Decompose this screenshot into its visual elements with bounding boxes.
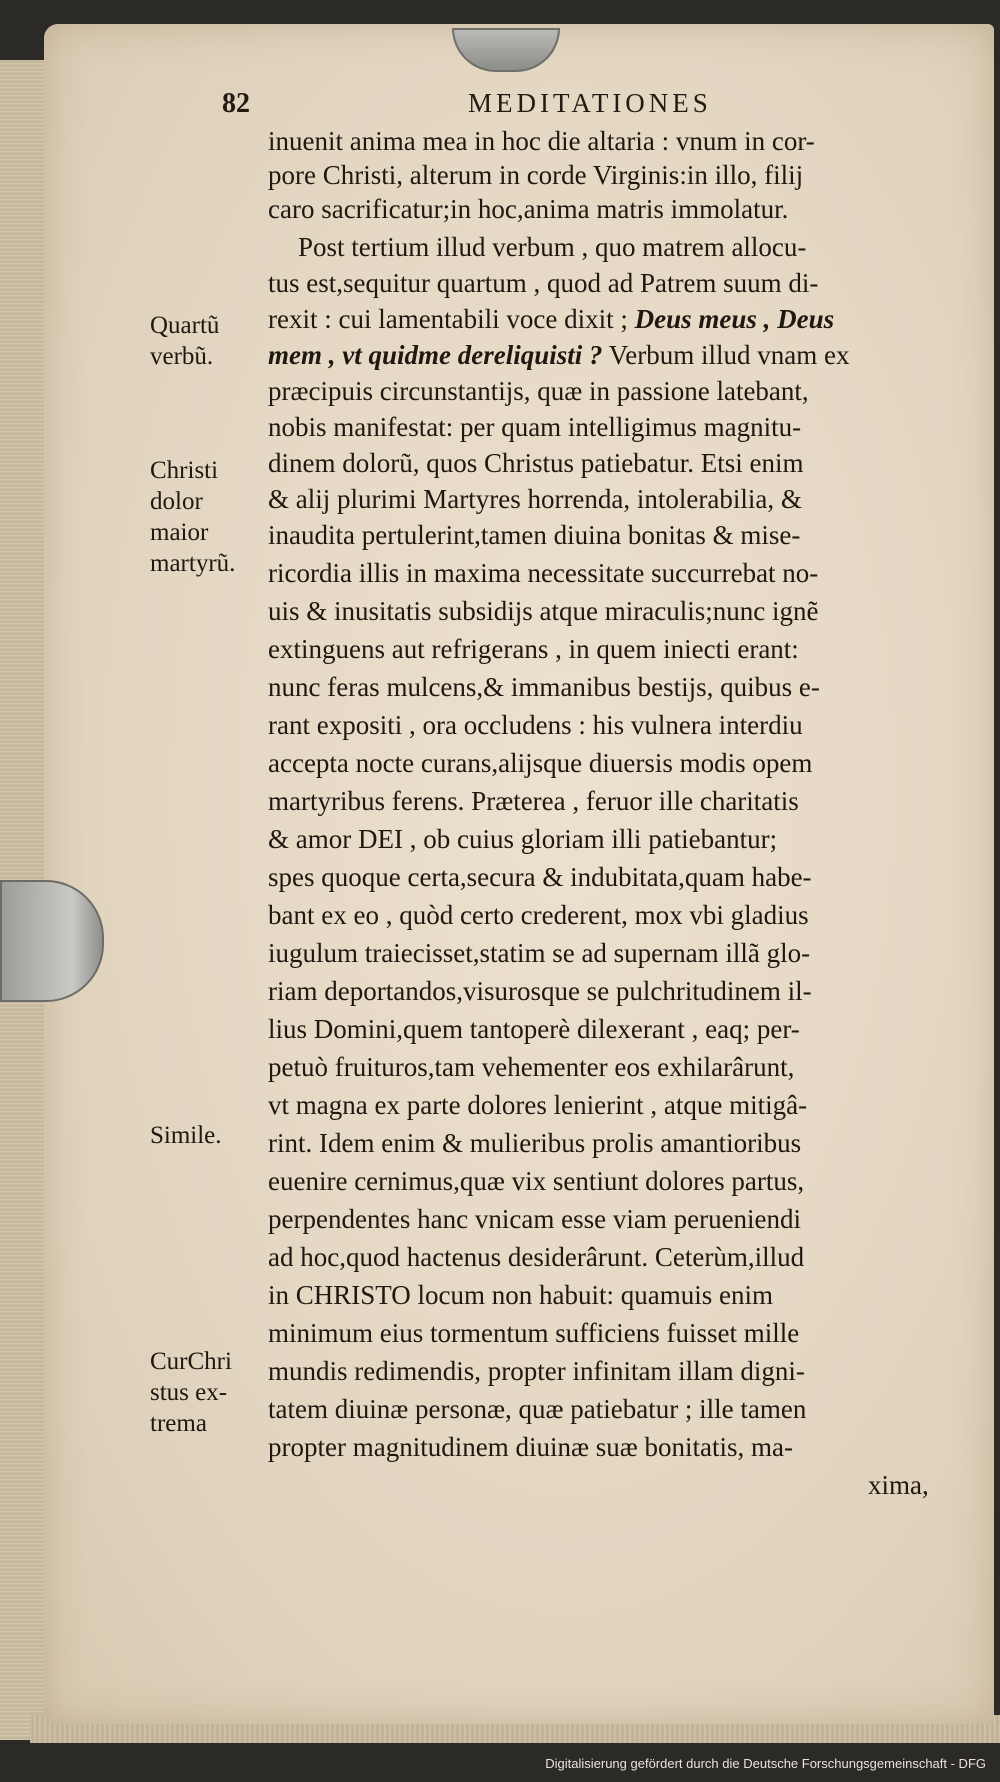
text-line: nobis manifestat: per quam intelligimus magnitu-: [268, 412, 802, 442]
text-line: ad hoc,quod hactenus desiderârunt. Ceterùm,illud: [268, 1242, 805, 1272]
text-line: petuò fruituros,tam vehementer eos exhilarârunt,: [268, 1052, 795, 1082]
text-line: martyribus ferens. Præterea , feruor ille charitatis: [268, 786, 799, 816]
text-line: xima,: [868, 1470, 929, 1500]
digitization-credit: Digitalisierung gefördert durch die Deutsche Forschungsgemeinschaft - DFG: [545, 1756, 986, 1771]
margin-note: Christi dolor maior martyrũ.: [150, 457, 236, 577]
text-line: tus est,sequitur quartum , quod ad Patrem suum di-: [268, 268, 819, 298]
text-line: rint. Idem enim & mulieribus prolis amantioribus: [268, 1128, 802, 1158]
text-line: & alij plurimi Martyres horrenda, intolerabilia, &: [268, 484, 802, 514]
text-line: mundis redimendis, propter infinitam illam digni-: [268, 1356, 805, 1386]
text-line: vt magna ex parte dolores lenierint , atque mitigâ-: [268, 1090, 808, 1120]
text-line: extinguens aut refrigerans , in quem iniecti erant:: [268, 634, 799, 664]
text-line: minimum eius tormentum sufficiens fuisset mille: [268, 1318, 800, 1348]
page-number: 82: [222, 88, 250, 119]
text-line: caro sacrificatur;in hoc,anima matris immolatur.: [268, 194, 789, 224]
text-line: Post tertium illud verbum , quo matrem allocu-: [298, 232, 807, 262]
margin-note: Quartũ verbũ.: [150, 312, 220, 370]
text-line: euenire cernimus,quæ vix sentiunt dolores partus,: [268, 1166, 805, 1196]
text-line: rant expositi , ora occludens : his vulnera interdiu: [268, 710, 803, 740]
text-line: ricordia illis in maxima necessitate succurrebat no-: [268, 558, 819, 588]
text-line: inuenit anima mea in hoc die altaria : vnum in cor-: [268, 126, 815, 156]
text-fragment: rexit : cui lamentabili voce dixit ;: [268, 304, 628, 334]
margin-note: CurChri stus ex- trema: [150, 1348, 232, 1437]
text-line: lius Domini,quem tantoperè dilexerant , eaq; per-: [268, 1014, 800, 1044]
italic-fragment: mem , vt quidme dereliquisti ?: [268, 340, 603, 370]
italic-fragment: Deus meus , Deus: [634, 304, 835, 334]
text-line: pore Christi, alterum in corde Virginis:in illo, filij: [268, 160, 804, 190]
text-line: & amor DEI , ob cuius gloriam illi patiebantur;: [268, 824, 778, 854]
text-line: nunc feras mulcens,& immanibus bestijs, quibus e-: [268, 672, 820, 702]
text-line: [268, 302, 834, 336]
text-line: uis & inusitatis subsidijs atque miraculis;nunc ignẽ: [268, 596, 819, 626]
running-head: MEDITATIONES: [468, 88, 712, 118]
text-line: in CHRISTO locum non habuit: quamuis enim: [268, 1280, 773, 1310]
text-line: spes quoque certa,secura & indubitata,quam habe-: [268, 862, 812, 892]
text-line: præcipuis circunstantijs, quæ in passione latebant,: [268, 376, 809, 406]
text-line: iugulum traiecisset,statim se ad supernam illã glo-: [268, 938, 811, 968]
text-line: perpendentes hanc vnicam esse viam perueniendi: [268, 1204, 802, 1234]
text-fragment: Verbum illud vnam ex: [608, 340, 850, 370]
text-line: propter magnitudinem diuinæ suæ bonitatis, ma-: [268, 1432, 793, 1462]
page-header: [0, 88, 1000, 128]
text-line: bant ex eo , quòd certo crederent, mox vbi gladius: [268, 900, 809, 930]
text-line: inaudita pertulerint,tamen diuina bonitas & mise-: [268, 520, 801, 550]
text-line: accepta nocte curans,alijsque diuersis modis opem: [268, 748, 813, 778]
margin-note: Simile.: [150, 1122, 222, 1149]
text-line: [268, 338, 849, 372]
text-line: tatem diuinæ personæ, quæ patiebatur ; ille tamen: [268, 1394, 807, 1424]
text-line: dinem dolorũ, quos Christus patiebatur. Etsi enim: [268, 448, 804, 478]
text-line: riam deportandos,visurosque se pulchritudinem il-: [268, 976, 812, 1006]
